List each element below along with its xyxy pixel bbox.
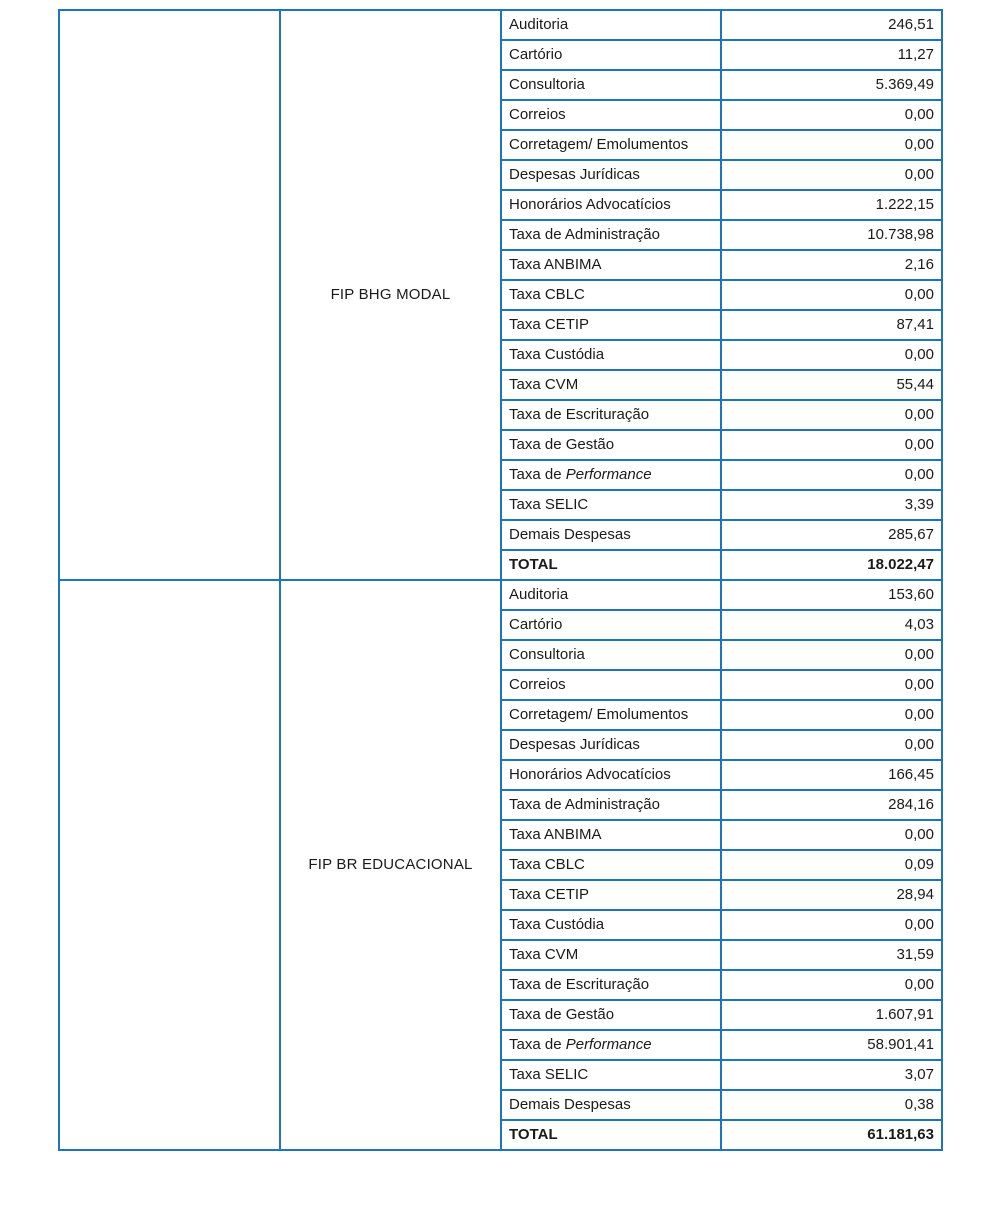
expense-value: 284,16: [721, 790, 942, 820]
expense-label: [501, 490, 721, 520]
expense-value: 3,39: [721, 490, 942, 520]
expense-value: 285,67: [721, 520, 942, 550]
expense-label: [501, 10, 721, 40]
expense-value: 0,00: [721, 970, 942, 1000]
expense-label: [501, 640, 721, 670]
total-label: TOTAL: [501, 1120, 721, 1150]
expense-label: [501, 940, 721, 970]
expense-label: [501, 310, 721, 340]
expense-label-text: Taxa CVM: [509, 946, 579, 963]
expense-label-text: Auditoria: [509, 16, 569, 33]
expense-label: [501, 250, 721, 280]
expense-label-text: Taxa CETIP: [509, 316, 590, 333]
expense-label: [501, 1090, 721, 1120]
expense-value: 55,44: [721, 370, 942, 400]
expense-label-text: Taxa de Escrituração: [509, 976, 650, 993]
expense-value: 0,00: [721, 280, 942, 310]
total-label: TOTAL: [501, 550, 721, 580]
expense-label-text: Correios: [509, 106, 566, 123]
expense-label: [501, 790, 721, 820]
expense-label-text: Taxa Custódia: [509, 916, 605, 933]
expense-label: [501, 190, 721, 220]
expense-label-text: Despesas Jurídicas: [509, 166, 640, 183]
expense-label-text: Taxa SELIC: [509, 496, 589, 513]
expense-label: [501, 400, 721, 430]
expense-label-text: Cartório: [509, 616, 563, 633]
expense-label: [501, 130, 721, 160]
expense-label-text: Taxa de Escrituração: [509, 406, 650, 423]
expense-label: [501, 610, 721, 640]
expense-value: 58.901,41: [721, 1030, 942, 1060]
expense-value: 87,41: [721, 310, 942, 340]
expense-label-text: Honorários Advocatícios: [509, 766, 671, 783]
expense-label-text: Cartório: [509, 46, 563, 63]
expense-value: 0,00: [721, 100, 942, 130]
expense-label-text: Taxa Custódia: [509, 346, 605, 363]
expense-label: [501, 520, 721, 550]
blank-column-cell: [59, 10, 280, 580]
expense-value: 0,38: [721, 1090, 942, 1120]
expense-label: [501, 850, 721, 880]
expense-label: [501, 730, 721, 760]
expense-label-text: Correios: [509, 676, 566, 693]
expense-label-emphasis: Performance: [565, 1036, 652, 1053]
expense-label: [501, 970, 721, 1000]
expense-label: [501, 100, 721, 130]
expense-label: [501, 880, 721, 910]
expense-label: [501, 340, 721, 370]
expense-value: 0,00: [721, 400, 942, 430]
expense-label-text: Consultoria: [509, 76, 585, 93]
expense-label: [501, 220, 721, 250]
expense-label-text: Auditoria: [509, 586, 569, 603]
expense-value: 0,00: [721, 910, 942, 940]
expense-label-text: Consultoria: [509, 646, 585, 663]
expense-label-text: Taxa de Gestão: [509, 436, 615, 453]
expense-label-text: Taxa SELIC: [509, 1066, 589, 1083]
expense-label-emphasis: Performance: [565, 466, 652, 483]
expense-label: [501, 370, 721, 400]
blank-column-cell: [59, 580, 280, 1150]
expense-value: 0,00: [721, 160, 942, 190]
expense-label: [501, 580, 721, 610]
total-value: 18.022,47: [721, 550, 942, 580]
expense-label-text: Taxa CETIP: [509, 886, 590, 903]
expense-row: [59, 580, 942, 610]
expense-value: 0,00: [721, 730, 942, 760]
expense-label: [501, 460, 721, 490]
expense-label-text: Taxa de: [509, 1036, 566, 1053]
fund-name: FIP BR EDUCACIONAL: [280, 580, 501, 1150]
expense-label-text: Despesas Jurídicas: [509, 736, 640, 753]
expense-value: 0,09: [721, 850, 942, 880]
expense-label: [501, 820, 721, 850]
expense-label-text: Taxa ANBIMA: [509, 256, 602, 273]
expense-value: 0,00: [721, 460, 942, 490]
expense-label: [501, 700, 721, 730]
expense-value: 4,03: [721, 610, 942, 640]
expense-value: 1.222,15: [721, 190, 942, 220]
expense-value: 5.369,49: [721, 70, 942, 100]
expense-label: [501, 1060, 721, 1090]
expense-label-text: Corretagem/ Emolumentos: [509, 136, 689, 153]
expense-label-text: Taxa de Gestão: [509, 1006, 615, 1023]
expense-value: 0,00: [721, 820, 942, 850]
expense-value: 166,45: [721, 760, 942, 790]
expense-label: [501, 430, 721, 460]
expense-value: 0,00: [721, 340, 942, 370]
expense-value: 10.738,98: [721, 220, 942, 250]
expense-label-text: Demais Despesas: [509, 1096, 631, 1113]
expense-label-text: Taxa ANBIMA: [509, 826, 602, 843]
expense-value: 0,00: [721, 640, 942, 670]
expense-label: [501, 670, 721, 700]
expense-label: [501, 40, 721, 70]
expense-label: [501, 1000, 721, 1030]
expense-row: [59, 10, 942, 40]
expense-value: 246,51: [721, 10, 942, 40]
expense-label: [501, 1030, 721, 1060]
expense-value: 3,07: [721, 1060, 942, 1090]
expense-label-text: Taxa CBLC: [509, 856, 585, 873]
expense-value: 0,00: [721, 700, 942, 730]
expense-value: 0,00: [721, 430, 942, 460]
expense-label-text: Taxa de Administração: [509, 796, 660, 813]
expense-label-text: Honorários Advocatícios: [509, 196, 671, 213]
expense-label-text: Corretagem/ Emolumentos: [509, 706, 689, 723]
expense-value: 2,16: [721, 250, 942, 280]
expense-label: [501, 760, 721, 790]
expense-label-text: Demais Despesas: [509, 526, 631, 543]
expense-label: [501, 160, 721, 190]
expense-value: 11,27: [721, 40, 942, 70]
fund-expenses-table: [58, 9, 943, 1151]
expense-value: 31,59: [721, 940, 942, 970]
expense-value: 28,94: [721, 880, 942, 910]
expense-value: 0,00: [721, 130, 942, 160]
expense-value: 153,60: [721, 580, 942, 610]
expense-label: [501, 280, 721, 310]
total-value: 61.181,63: [721, 1120, 942, 1150]
expense-label-text: Taxa de: [509, 466, 566, 483]
expense-label-text: Taxa CBLC: [509, 286, 585, 303]
fund-name: FIP BHG MODAL: [280, 10, 501, 580]
expense-label: [501, 910, 721, 940]
expense-value: 1.607,91: [721, 1000, 942, 1030]
expense-label: [501, 70, 721, 100]
expense-value: 0,00: [721, 670, 942, 700]
expense-label-text: Taxa CVM: [509, 376, 579, 393]
expense-label-text: Taxa de Administração: [509, 226, 660, 243]
